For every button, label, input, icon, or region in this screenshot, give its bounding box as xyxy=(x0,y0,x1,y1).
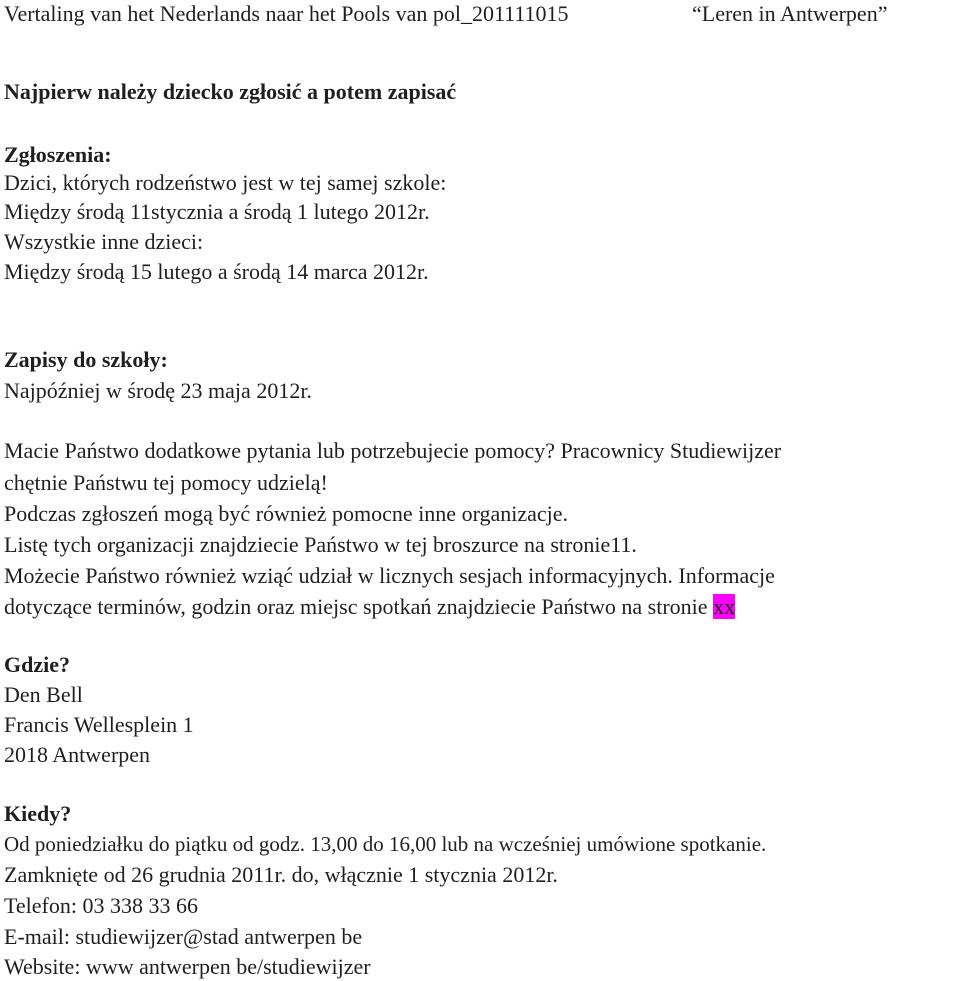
where-title: Gdzie? xyxy=(4,652,70,677)
when-title: Kiedy? xyxy=(4,801,72,826)
help-line-text: dotyczące terminów, godzin oraz miejsc spotkań znajdziecie Państwo na stronie xyxy=(4,594,708,619)
enrollment-line: Najpóźniej w środę 23 maja 2012r. xyxy=(4,378,312,403)
help-line: Podczas zgłoszeń mogą być również pomocne inne organizacje. xyxy=(4,501,569,526)
registration-title: Zgłoszenia: xyxy=(4,142,112,167)
address-line: Den Bell xyxy=(4,682,83,707)
registration-line: Wszystkie inne dzieci: xyxy=(4,229,204,254)
email-line: E-mail: studiewijzer@stad antwerpen be xyxy=(4,924,363,949)
registration-line: Między środą 11stycznia a środą 1 lutego 2012r. xyxy=(4,199,430,224)
address-line: 2018 Antwerpen xyxy=(4,742,151,767)
help-line: chętnie Państwu tej pomocy udzielą! xyxy=(4,470,328,495)
enrollment-title: Zapisy do szkoły: xyxy=(4,347,168,372)
page-reference-highlight: xx xyxy=(713,594,736,619)
registration-line: Między środą 15 lutego a środą 14 marca 2012r. xyxy=(4,259,429,284)
help-line xyxy=(4,593,735,621)
help-line: Możecie Państwo również wziąć udział w licznych sesjach informacyjnych. Informacje xyxy=(4,563,775,588)
help-line: Listę tych organizacji znajdziecie Państwo w tej broszurce na stronie11. xyxy=(4,532,637,557)
header-right: “Leren in Antwerpen” xyxy=(692,1,888,26)
phone-line: Telefon: 03 338 33 66 xyxy=(4,893,198,918)
opening-hours-line: Od poniedziałku do piątku od godz. 13,00 do 16,00 lub na wcześniej umówione spotkanie. xyxy=(4,832,767,856)
help-line: Macie Państwo dodatkowe pytania lub potrzebujecie pomocy? Pracownicy Studiewijzer xyxy=(4,438,782,463)
address-line: Francis Wellesplein 1 xyxy=(4,712,194,737)
closure-line: Zamknięte od 26 grudnia 2011r. do, włącznie 1 stycznia 2012r. xyxy=(4,862,558,887)
registration-line: Dzici, których rodzeństwo jest w tej samej szkole: xyxy=(4,170,447,195)
header-left: Vertaling van het Nederlands naar het Pools van pol_201111015 xyxy=(4,1,569,26)
website-line: Website: www antwerpen be/studiewijzer xyxy=(4,954,371,979)
main-heading: Najpierw należy dziecko zgłosić a potem zapisać xyxy=(4,79,457,104)
